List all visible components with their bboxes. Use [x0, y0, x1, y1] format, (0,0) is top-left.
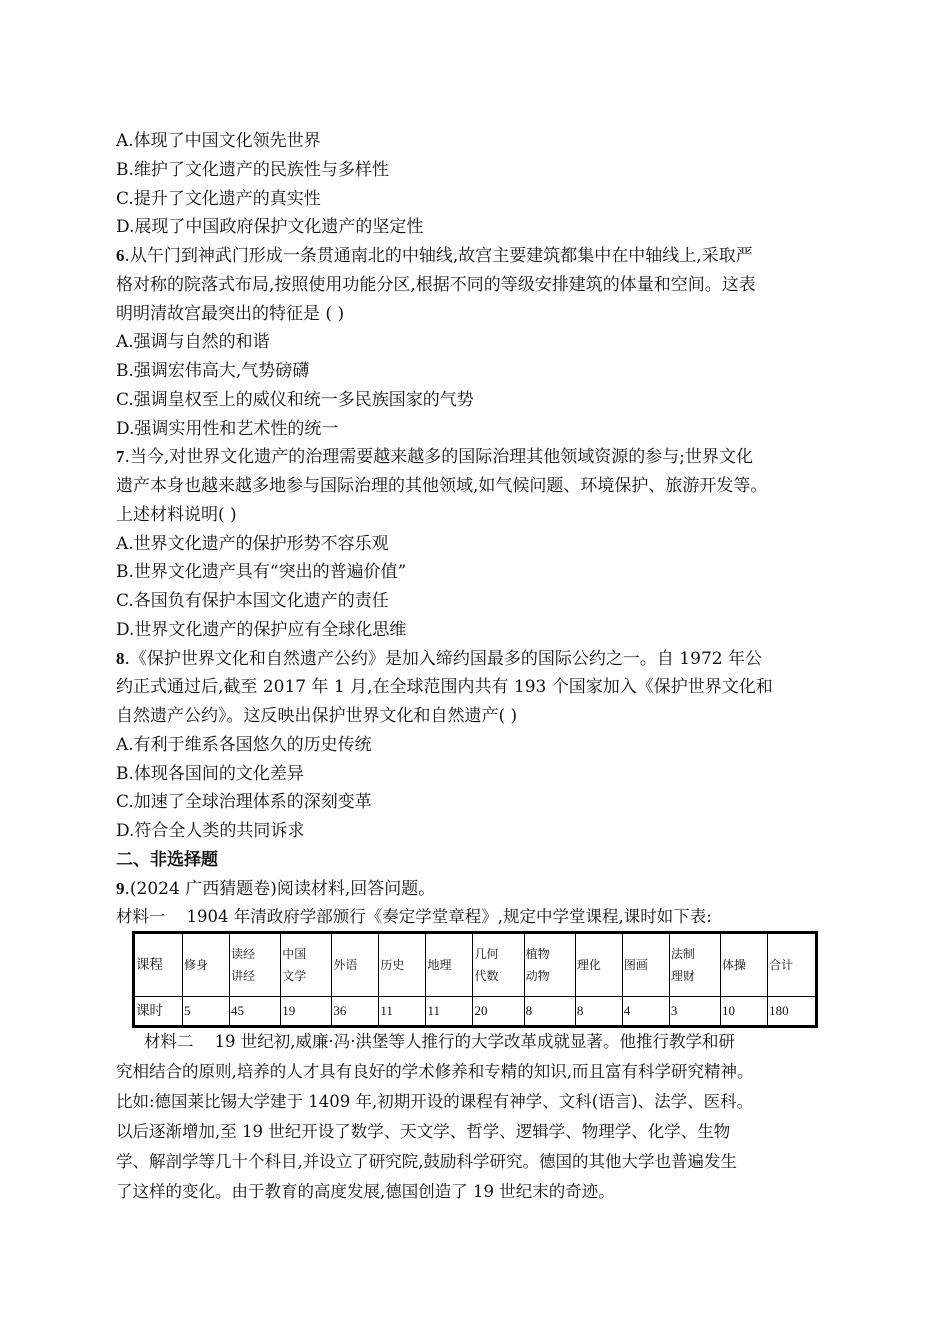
table-cell: 11	[379, 997, 426, 1027]
table-cell: 几何代数	[473, 933, 524, 997]
q5-option-a: A.体现了中国文化领先世界	[116, 131, 321, 151]
table-row	[134, 997, 817, 1027]
material-2-line-2: 究相结合的原则,培养的人才具有良好的学术修养和专精的知识,而且富有科学研究精神。	[116, 1062, 754, 1081]
material-2-label: 材料二	[144, 1032, 194, 1051]
q7-option-d: D.世界文化遗产的保护应有全球化思维	[116, 620, 407, 640]
q9-number: 9	[116, 879, 125, 898]
q6-option-c: C.强调皇权至上的威仪和统一多民族国家的气势	[116, 390, 474, 410]
q6-stem-line-3: 明明清故宫最突出的特征是 ( )	[116, 304, 345, 324]
q7-stem-line-2: 遗产本身也越来越多地参与国际治理的其他领域,如气候问题、环境保护、旅游开发等。	[116, 476, 768, 496]
q6-stem-line-1: 6.从午门到神武门形成一条贯通南北的中轴线,故宫主要建筑都集中在中轴线上,采取严	[116, 246, 753, 266]
q5-option-b: B.维护了文化遗产的民族性与多样性	[116, 160, 389, 180]
table-cell: 修身	[183, 933, 230, 997]
q7-option-b: B.世界文化遗产具有“突出的普遍价值”	[116, 562, 407, 582]
q5-option-d: D.展现了中国政府保护文化遗产的坚定性	[116, 217, 424, 237]
course-hours-table	[132, 931, 818, 1028]
q8-option-b: B.体现各国间的文化差异	[116, 764, 304, 784]
table-cell: 课程	[134, 933, 183, 997]
table-cell: 5	[183, 997, 230, 1027]
material-2-line-1: 材料二 19 世纪初,威廉·冯·洪堡等人推行的大学改革成就显著。他推行教学和研	[144, 1032, 735, 1051]
table-cell: 外语	[332, 933, 379, 997]
q6-number: 6	[116, 246, 125, 265]
table-cell: 36	[332, 997, 379, 1027]
table-cell: 8	[524, 997, 575, 1027]
q8-stem-line-3: 自然遗产公约》。这反映出保护世界文化和自然遗产( )	[116, 706, 518, 726]
material-2-line-5: 学、解剖学等几十个科目,并设立了研究院,鼓励科学研究。德国的其他大学也普遍发生	[116, 1152, 737, 1171]
table-cell: 合计	[768, 933, 817, 997]
q8-number: 8	[116, 649, 125, 668]
material-1-text: 1904 年清政府学部颁行《奏定学堂章程》,规定中学堂课程,课时如下表:	[186, 907, 712, 926]
q8-stem-line-1: 8.《保护世界文化和自然遗产公约》是加入缔约国最多的国际公约之一。自 1972 年公	[116, 649, 762, 669]
table-cell: 植物动物	[524, 933, 575, 997]
table-cell: 20	[473, 997, 524, 1027]
table-cell: 45	[230, 997, 281, 1027]
section-title: 二、非选择题	[116, 850, 218, 870]
q6-option-a: A.强调与自然的和谐	[116, 332, 270, 352]
table-header-row	[134, 933, 817, 997]
q9-stem: 9.(2024 广西猜题卷)阅读材料,回答问题。	[116, 879, 436, 899]
material-2-line-3: 比如:德国莱比锡大学建于 1409 年,初期开设的课程有神学、文科(语言)、法学、医科。	[116, 1092, 754, 1111]
table-cell: 中国文学	[281, 933, 332, 997]
table-cell: 图画	[622, 933, 669, 997]
table-cell: 读经讲经	[230, 933, 281, 997]
table-cell: 历史	[379, 933, 426, 997]
table-cell: 19	[281, 997, 332, 1027]
q7-stem-line-1: 7.当今,对世界文化遗产的治理需要越来越多的国际治理其他领域资源的参与;世界文化	[116, 447, 754, 467]
q7-number: 7	[116, 447, 125, 466]
table-cell: 180	[768, 997, 817, 1027]
q5-option-c: C.提升了文化遗产的真实性	[116, 189, 321, 209]
q6-option-b: B.强调宏伟高大,气势磅礴	[116, 361, 310, 381]
table-cell: 地理	[426, 933, 473, 997]
material-1-label: 材料一	[116, 907, 166, 926]
q8-option-a: A.有利于维系各国悠久的历史传统	[116, 735, 372, 755]
table-cell: 11	[426, 997, 473, 1027]
material-2-line-4: 以后逐渐增加,至 19 世纪开设了数学、天文学、哲学、逻辑学、物理学、化学、生物	[116, 1122, 731, 1141]
table-cell: 10	[721, 997, 768, 1027]
material-1	[116, 906, 712, 928]
table-cell: 4	[622, 997, 669, 1027]
q7-option-a: A.世界文化遗产的保护形势不容乐观	[116, 534, 389, 554]
q8-option-d: D.符合全人类的共同诉求	[116, 821, 305, 841]
material-2-line-6: 了这样的变化。由于教育的高度发展,德国创造了 19 世纪末的奇迹。	[116, 1182, 615, 1201]
q7-option-c: C.各国负有保护本国文化遗产的责任	[116, 591, 389, 611]
q8-stem-line-2: 约正式通过后,截至 2017 年 1 月,在全球范围内共有 193 个国家加入《保护世界文化和	[116, 677, 773, 697]
q7-stem-line-3: 上述材料说明( )	[116, 505, 237, 525]
q6-option-d: D.强调实用性和艺术性的统一	[116, 419, 339, 439]
q8-option-c: C.加速了全球治理体系的深刻变革	[116, 792, 372, 812]
q6-stem-line-2: 格对称的院落式布局,按照使用功能分区,根据不同的等级安排建筑的体量和空间。这表	[116, 275, 756, 295]
table-cell: 理化	[575, 933, 622, 997]
table-cell: 体操	[721, 933, 768, 997]
table-cell: 课时	[134, 997, 183, 1027]
table-cell: 8	[575, 997, 622, 1027]
table-cell: 法制理财	[669, 933, 720, 997]
table-cell: 3	[669, 997, 720, 1027]
